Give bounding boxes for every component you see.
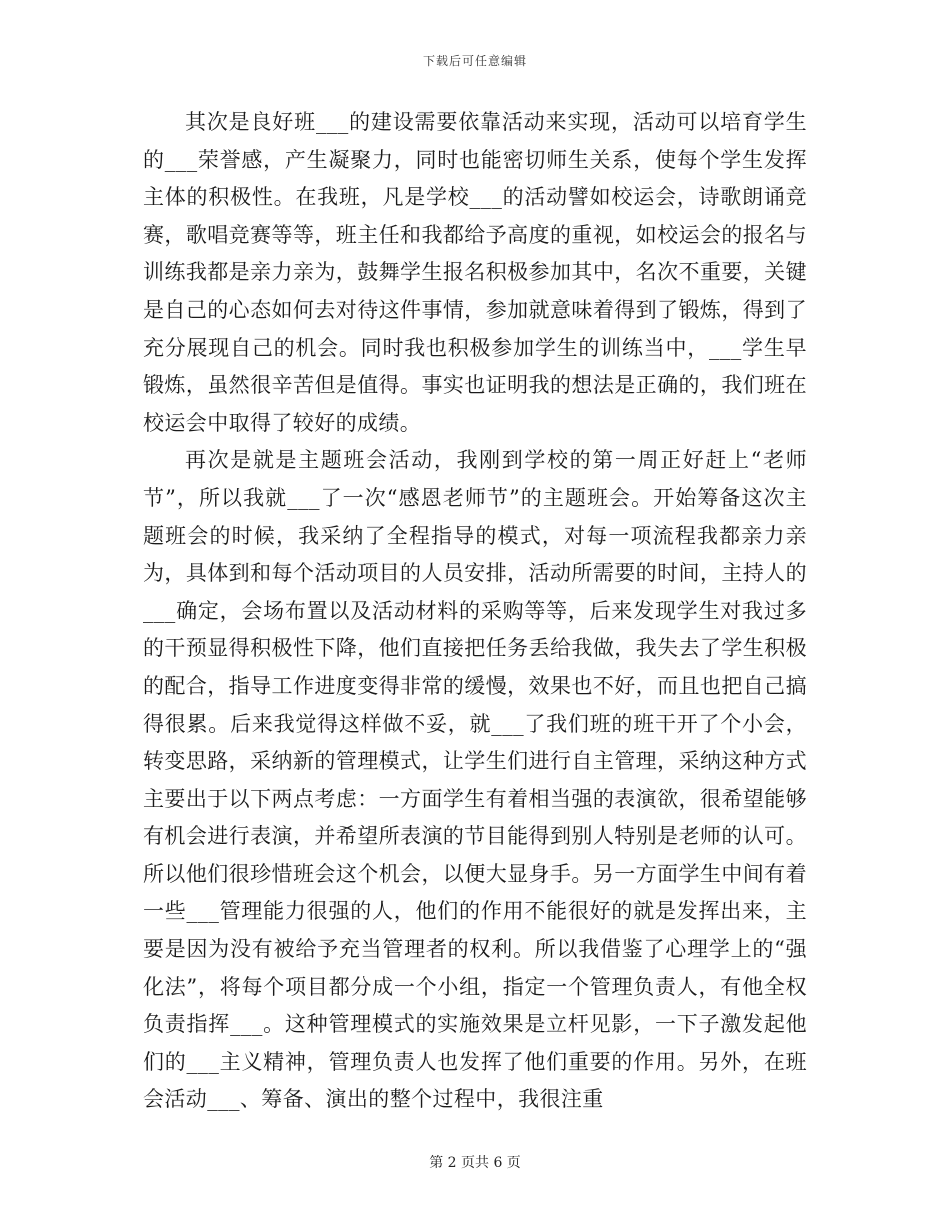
page-number-footer: 第 2 页共 6 页 <box>429 1155 521 1171</box>
paragraph-1: 其次是良好班___的建设需要依靠活动来实现，活动可以培育学生的___荣誉感，产生凝聚力，同时也能密切师生关系，使每个学生发挥主体的积极性。在我班，凡是学校___的活动譬如校运会，诗歌朗诵竞赛，歌唱竞赛等等，班主任和我都给予高度的重视，如校运会的报名与训练我都是亲力亲为，鼓舞学生报名积极参加其中，名次不重要，关键是自己的心态如何去对待这件事情，参加就意味着得到了锻炼，得到了充分展现自己的机会。同时我也积极参加学生的训练当中，___学生早锻炼，虽然很辛苦但是值得。事实也证明我的想法是正确的，我们班在校运会中取得了较好的成绩。 <box>143 110 807 435</box>
document-body <box>143 104 807 1119</box>
page-header: 下载后可任意编辑 <box>422 54 527 68</box>
paragraph-2: 再次是就是主题班会活动，我刚到学校的第一周正好赶上“老师节”，所以我就___了一次“感恩老师节”的主题班会。开始筹备这次主题班会的时候，我采纳了全程指导的模式，对每一项流程我都亲力亲为，具体到和每个活动项目的人员安排，活动所需要的时间，主持人的___确定，会场布置以及活动材料的采购等等，后来发现学生对我过多的干预显得积极性下降，他们直接把任务丢给我做，我失去了学生积极的配合，指导工作进度变得非常的缓慢，效果也不好，而且也把自己搞得很累。后来我觉得这样做不妥，就___了我们班的班干开了个小会，转变思路，采纳新的管理模式，让学生们进行自主管理，采纳这种方式主要出于以下两点考虑：一方面学生有着相当强的表演欲，很希望能够有机会进行表演，并希望所表演的节目能得到别人特别是老师的认可。所以他们很珍惜班会这个机会，以便大显身手。另一方面学生中间有着一些___管理能力很强的人，他们的作用不能很好的就是发挥出来，主要是因为没有被给予充当管理者的权利。所以我借鉴了心理学上的“强化法”，将每个项目都分成一个小组，指定一个管理负责人，有他全权负责指挥___。这种管理模式的实施效果是立杆见影，一下子激发起他们的___主义精神，管理负责人也发挥了他们重要的作用。另外，在班会活动___、筹备、演出的整个过程中，我很注重 <box>143 448 807 1112</box>
